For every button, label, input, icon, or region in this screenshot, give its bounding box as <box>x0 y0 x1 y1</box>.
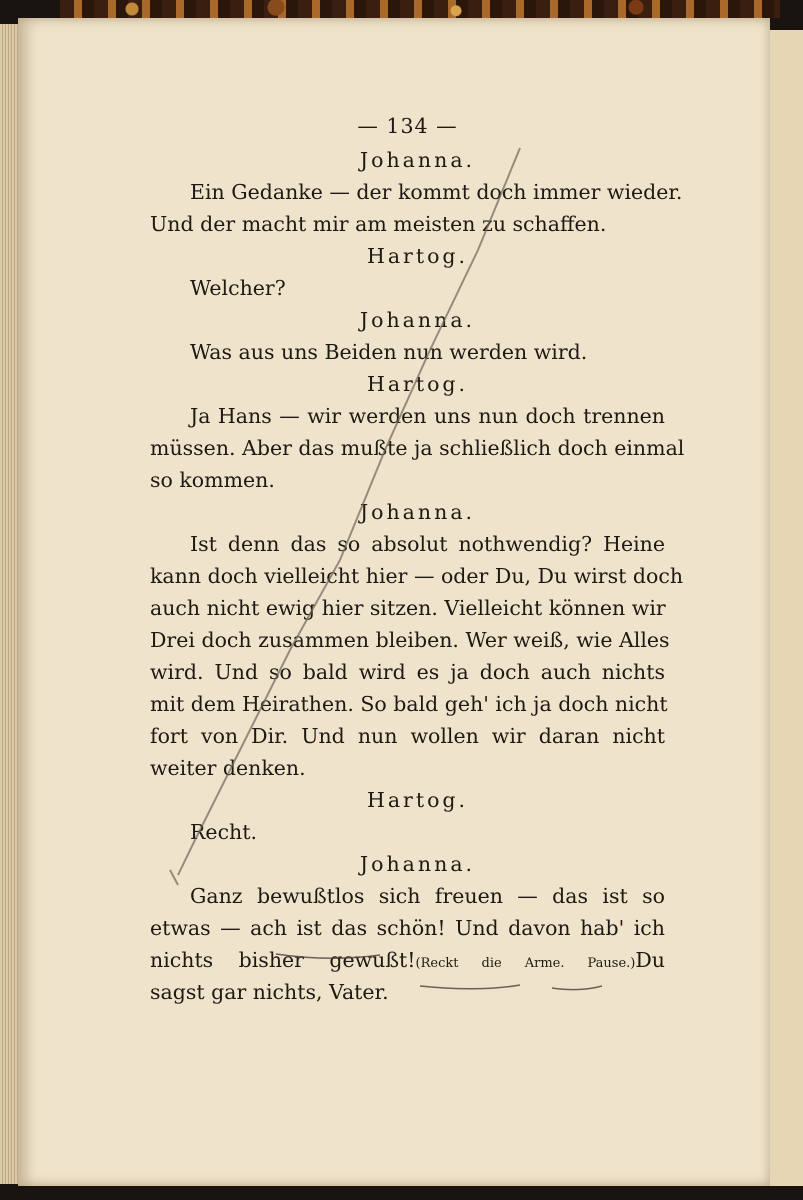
text-line: Und der macht mir am meisten zu schaffen. <box>150 212 607 236</box>
speaker-name: Johanna. <box>359 500 476 524</box>
text-line: so kommen. <box>150 468 275 492</box>
text-line: Ist denn das so absolut nothwendig? Heine <box>190 532 665 556</box>
text-line: Ein Gedanke — der kommt doch immer wieder. <box>190 180 683 204</box>
text-line: sagst gar nichts, Vater. <box>150 980 389 1004</box>
text-line: fort von Dir. Und nun wollen wir daran nicht <box>150 724 665 748</box>
book-cover-edge <box>60 0 780 18</box>
speaker-name: Johanna. <box>359 852 476 876</box>
text-line: müssen. Aber das mußte ja schließlich doch einmal <box>150 436 685 460</box>
text-line: auch nicht ewig hier sitzen. Vielleicht können wir <box>150 596 666 620</box>
text-line: kann doch vielleicht hier — oder Du, Du wirst doch <box>150 564 684 588</box>
text-line: Ganz bewußtlos sich freuen — das ist so <box>190 884 665 908</box>
page-number: — 134 — <box>357 114 458 138</box>
stage-direction: (Reckt die Arme. Pause.) <box>415 956 636 971</box>
speaker-name: Hartog. <box>366 788 469 812</box>
speaker-name: Johanna. <box>359 308 476 332</box>
text-line: Recht. <box>190 820 258 844</box>
text-line: mit dem Heirathen. So bald geh' ich ja doch nicht <box>150 692 668 716</box>
text-line: Ja Hans — wir werden uns nun doch trennen <box>190 404 665 428</box>
text-line: Was aus uns Beiden nun werden wird. <box>190 340 588 364</box>
text-line: Welcher? <box>190 276 286 300</box>
text-line-with-stage-direction <box>150 944 665 976</box>
speaker-name: Johanna. <box>359 148 476 172</box>
speaker-name: Hartog. <box>366 244 469 268</box>
text-blocks <box>150 144 685 1008</box>
text-line: weiter denken. <box>150 756 306 780</box>
text-line: wird. Und so bald wird es ja doch auch nichts <box>150 660 665 684</box>
adjacent-page <box>768 30 803 1186</box>
text-fragment: Du <box>635 948 665 972</box>
page-text <box>150 108 685 1008</box>
text-fragment: nichts bisher gewußt! <box>150 948 416 972</box>
speaker-name: Hartog. <box>366 372 469 396</box>
text-line: Drei doch zusammen bleiben. Wer weiß, wie Alles <box>150 628 670 652</box>
text-line: etwas — ach ist das schön! Und davon hab' ich <box>150 916 665 940</box>
